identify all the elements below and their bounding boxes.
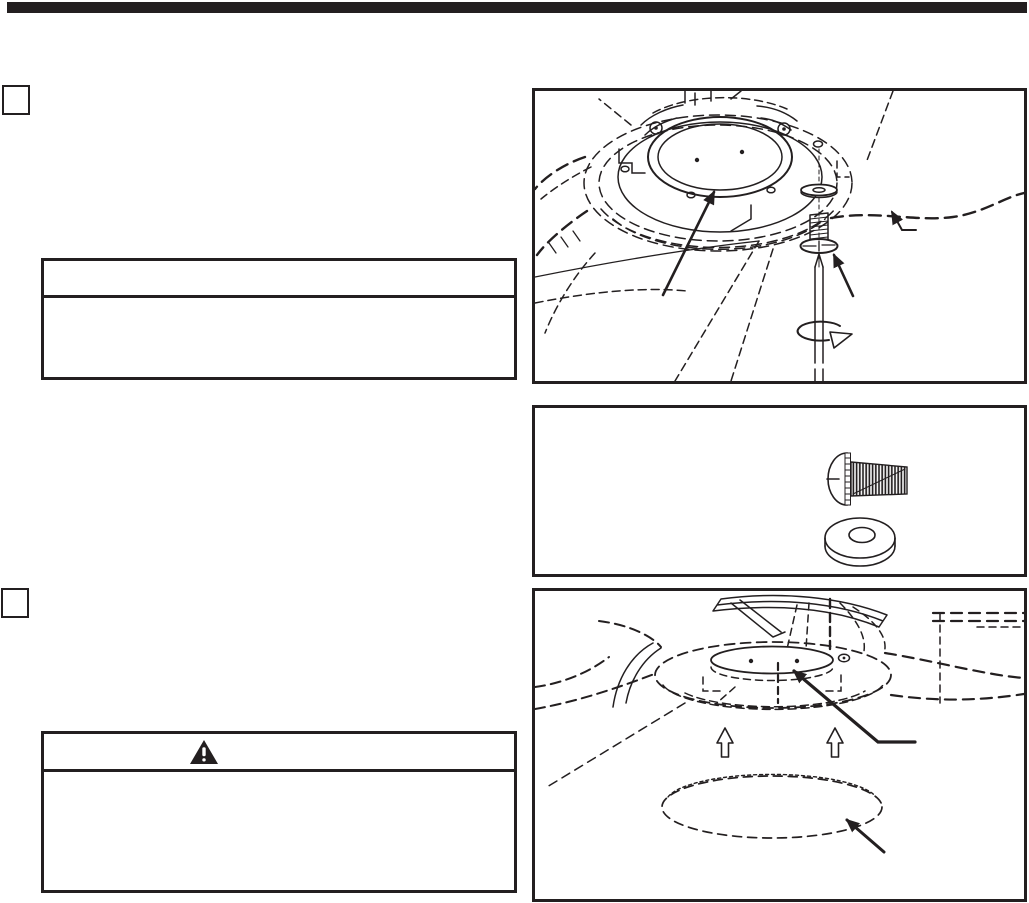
step-number-box-1	[2, 85, 30, 115]
notice-box	[41, 258, 517, 380]
warning-triangle-icon	[190, 740, 218, 764]
warning-box	[41, 731, 517, 893]
notice-box-body	[44, 298, 514, 310]
page-header-bar	[7, 2, 1027, 13]
warning-box-header	[44, 734, 514, 772]
notice-box-header	[44, 261, 514, 298]
screw-and-washer-drawing	[535, 408, 1024, 574]
warning-box-body	[44, 772, 514, 784]
switch-housing-cover-installation-drawing	[535, 591, 1024, 899]
step-number-box-2	[1, 588, 29, 618]
figure-cover-installation	[532, 588, 1027, 902]
figure-blade-screw-installation	[532, 88, 1027, 384]
fan-blade-screw-installation-drawing	[535, 91, 1024, 381]
figure-screw-and-washer	[532, 405, 1027, 577]
